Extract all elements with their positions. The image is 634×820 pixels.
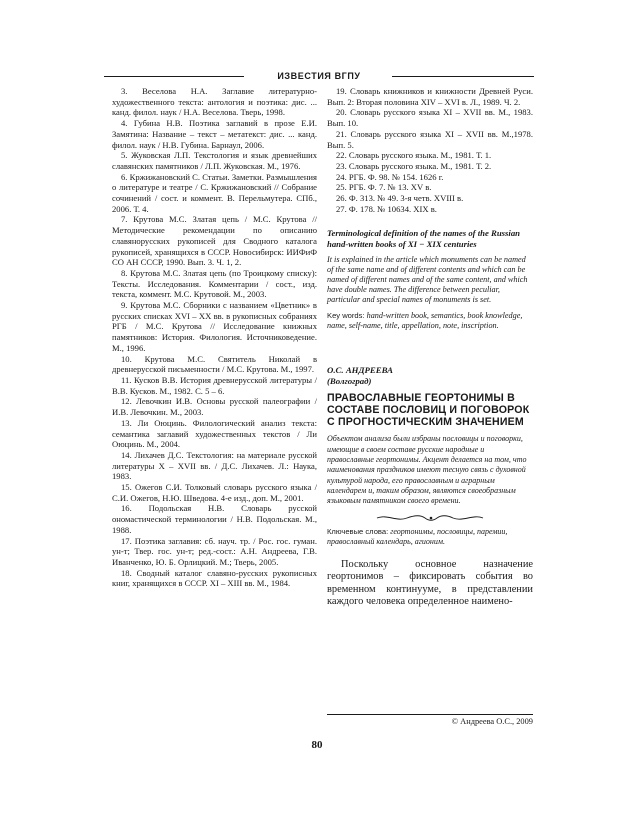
english-keywords-label: Key words: [327, 311, 365, 321]
reference-item: 12. Левочкин И.В. Основы русской палеографии / И.В. Левочкин. М., 2003. [112, 396, 317, 418]
reference-item: 21. Словарь русского языка XI – XVII вв. М.,1978. Вып. 5. [327, 128, 533, 150]
reference-item: 11. Кусков В.В. История древнерусской литературы / В.В. Кусков. М., 1982. С. 5 – 6. [112, 374, 317, 396]
right-column [327, 86, 533, 609]
reference-item: 14. Лихачев Д.С. Текстология: на материале русской литературы X – XVII вв. / Д.С. Лихачев. Л.: Наука, 1983. [112, 449, 317, 482]
reference-item: 16. Подольская Н.В. Словарь русской ономастической терминологии / Н.В. Подольская. М., 1988. [112, 503, 317, 535]
reference-item: 17. Поэтика заглавия: сб. науч. тр. / Рос. гос. гуман. ун-т; Твер. гос. ун-т; ред.-сост.: А.Н. Андреева, Г.В. Иванченко, Ю. Б. Орлицкий. М.; Тверь, 2005. [112, 535, 317, 567]
english-summary-abstract: It is explained in the article which monuments can be named of the same name and of different contents and which can be named of different names and of the same content, and which have double names. The difference between peculiar, particular and special names of monuments is set. [327, 255, 528, 305]
reference-item: 6. Кржижановский С. Статьи. Заметки. Размышления о литературе и театре / С. Кржижановский // Собрание сочинений / сост. и коммент. В. Перельмутера. СПб., 2006. Т. 4. [112, 171, 317, 214]
journal-title: ИЗВЕСТИЯ ВГПУ [277, 71, 361, 81]
reference-item: 24. РГБ. Ф. 98. № 154. 1626 г. [336, 171, 444, 182]
english-keywords-text: hand-written book, semantics, book knowledge, name, self-name, title, appellation, note, inscription. [327, 311, 523, 331]
article-body-paragraph: Поскольку основное назначение геортонимов – фиксировать события во временном континууме, в представлении каждого человека определенное наимено- [327, 558, 533, 608]
article-keywords-text: геортонимы, пословицы, паремии, православный календарь, агионим. [327, 526, 508, 546]
reference-item: 22. Словарь русского языка. М., 1981. Т. 1. [336, 150, 492, 161]
running-header [104, 70, 534, 82]
article-title: ПРАВОСЛАВНЫЕ ГЕОРТОНИМЫ В СОСТАВЕ ПОСЛОВИЦ И ПОГОВОРОК С ПРОГНОСТИЧЕСКИМ ЗНАЧЕНИЕМ [327, 392, 530, 429]
article-abstract: Объектом анализа были избраны пословицы и поговорки, имеющие в своем составе русские народные и православные геортонимы. Акцент делается на том, что наименования праздников имеют тесную связь с духовной культурой народа, его православным и аграрным календарем и, таким образом, являются своеобразным языковым памятником своего времени. [327, 434, 527, 506]
reference-item: 18. Сводный каталог славяно-русских рукописных книг, хранящихся в СССР. XI – XIII вв. М., 1984. [112, 567, 317, 589]
copyright-line: © Андреева О.С., 2009 [451, 717, 533, 726]
article-author: О.С. АНДРЕЕВА [327, 365, 394, 376]
reference-item: 15. Ожегов С.И. Толковый словарь русского языка / С.И. Ожегов, Н.Ю. Шведова. 4-е изд., доп. М., 2001. [112, 482, 317, 503]
footer-rule [327, 714, 533, 715]
english-keywords [327, 311, 533, 331]
reference-item: 19. Словарь книжников и книжности Древней Руси. Вып. 2: Вторая половина XIV – XVI в. Л., 1989. Ч. 2. [327, 86, 533, 107]
reference-item: 9. Крутова М.С. Сборники с названием «Цветник» в русских списках XVI – XX вв. в рукописных собраниях РГБ / М.С. Крутова // Исследование книжных памятников: История. Филология. Источниковедение. М., 1996. [112, 300, 317, 353]
reference-item: 23. Словарь русского языка. М., 1981. Т. 2. [336, 160, 492, 171]
reference-item: 4. Губина Н.В. Поэтика заглавий в прозе Е.И. Замятина: Название – текст – метатекст: дис. ... канд. филол. наук / Н.В. Губина. Барнаул, 2006. [112, 118, 317, 150]
reference-item: 25. РГБ. Ф. 7. № 13. XV в. [336, 182, 432, 193]
reference-item: 8. Крутова М.С. Златая цепь (по Троицкому списку): Тексты. Исследования. Комментарии / сост., изд. текста, коммент. М.С. Крутовой. М., 2003. [112, 267, 317, 300]
left-column [112, 86, 317, 589]
reference-item: 10. Крутова М.С. Святитель Николай в древнерусской письменности / М.С. Крутова. М., 1997. [112, 353, 317, 375]
reference-item: 5. Жуковская Л.П. Текстология и язык древнейших славянских памятников / Л.П. Жуковская. М., 1976. [112, 150, 317, 171]
article-keywords [327, 527, 533, 547]
header-rule-right [392, 76, 534, 77]
reference-item: 3. Веселова Н.А. Заглавие литературно-художественного текста: антология и поэтика: дис. ... канд. филол. наук / Н.А. Веселова. Тверь, 1998. [112, 86, 317, 118]
reference-item: 26. Ф. 313. № 49. 3-я четв. XVIII в. [336, 193, 464, 204]
reference-item: 13. Ли Оюцинь. Филологический анализ текста: семантика заглавий художественных текстов / Ли Оюцинь. М., 2004. [112, 417, 317, 450]
reference-item: 27. Ф. 178. № 10634. XIX в. [336, 203, 437, 214]
reference-item: 7. Крутова М.С. Златая цепь / М.С. Крутова // Методические рекомендации по описанию славянорусских рукописей для Сводного каталога рукописей, хранящихся в СССР. Новосибирск: ИИФиФ СО АН СССР, 1990. Вып. 3. Ч. 1, 2. [112, 214, 317, 268]
page-number: 80 [311, 739, 323, 751]
english-summary-title: Terminological definition of the names of the Russian hand-written books of XI − XIX centuries [327, 228, 520, 249]
article-city: (Волгоград) [327, 375, 372, 386]
ornament-divider-icon [375, 513, 485, 523]
header-rule-left [104, 76, 244, 77]
reference-item: 20. Словарь русского языка XI – XVII вв. М., 1983. Вып. 10. [327, 107, 533, 129]
article-keywords-label: Ключевые слова: [327, 526, 389, 536]
